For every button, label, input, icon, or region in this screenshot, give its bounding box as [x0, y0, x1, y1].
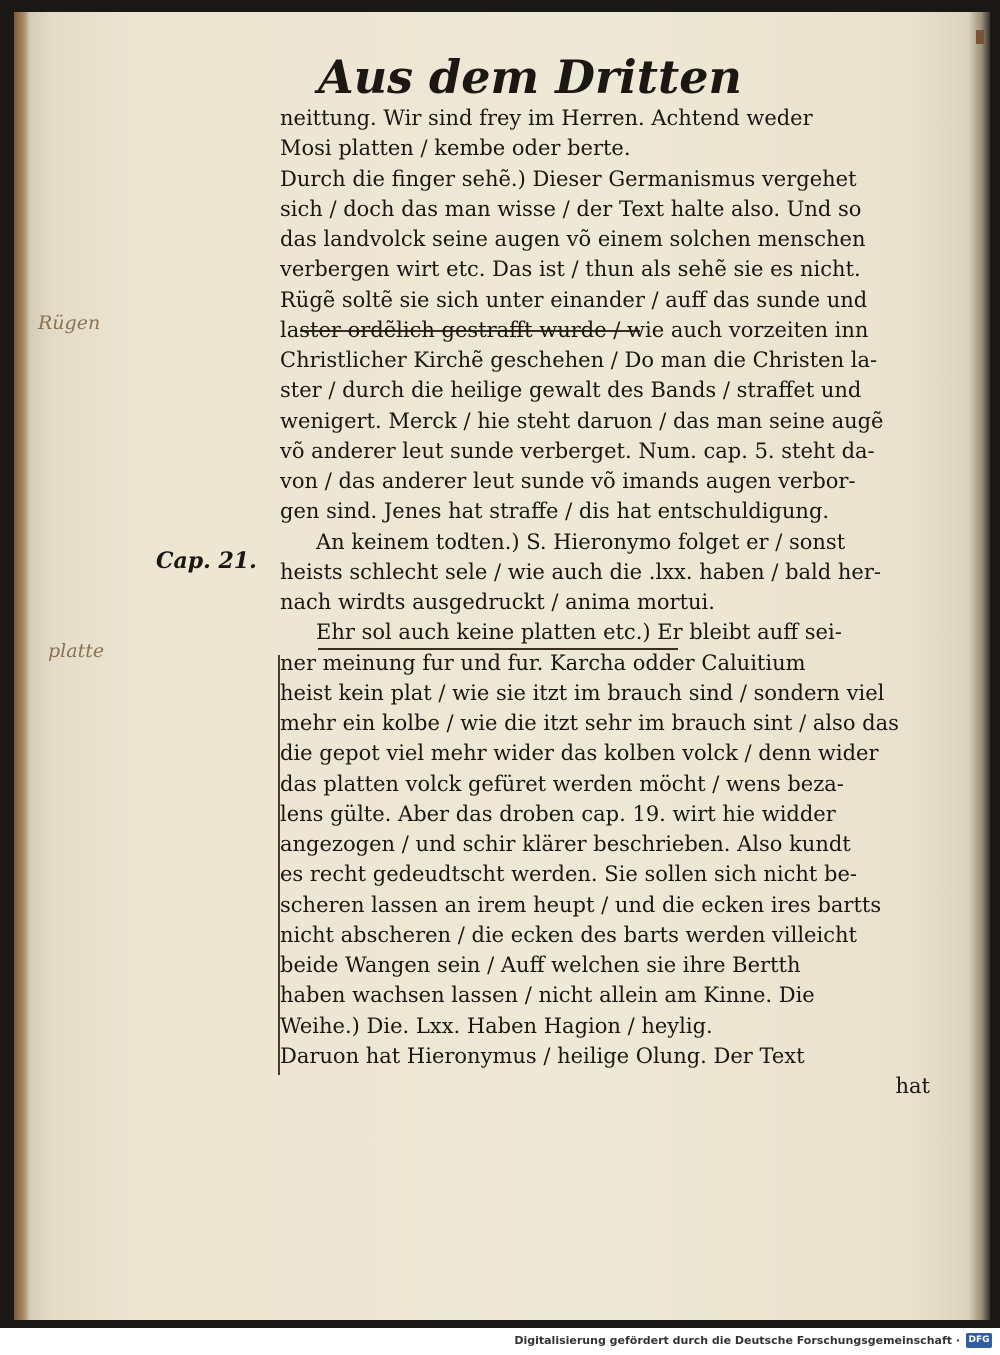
text-line: Weihe.) Die. Lxx. Haben Hagion / heylig. — [280, 1013, 713, 1038]
margin-chapter-ref: Cap. 21. — [156, 548, 257, 574]
text-line: ster / durch die heilige gewalt des Bands / straffet und — [280, 378, 862, 403]
page-edge — [968, 12, 990, 1320]
catchword: hat — [895, 1074, 930, 1098]
text-line: verbergen wirt etc. Das ist / thun als sehẽ sie es nicht. — [280, 257, 861, 282]
text-line: beide Wangen sein / Auff welchen sie ihre Bertth — [280, 953, 801, 977]
text-line: das platten volck gefüret werden möcht / wens beza- — [280, 771, 844, 796]
text-line: heists schlecht sele / wie auch die .lxx. haben / bald her- — [280, 559, 881, 584]
dfg-logo: DFG — [966, 1333, 992, 1348]
text-line: wenigert. Merck / hie steht daruon / das man seine augẽ — [280, 408, 884, 433]
text-line: Christlicher Kirchẽ geschehen / Do man die Christen la- — [280, 348, 878, 372]
text-line: lens gülte. Aber das droben cap. 19. wirt hie widder — [280, 801, 836, 826]
text-line: An keinem todten.) S. Hieronymo folget er / sonst — [316, 529, 846, 554]
text-line: gen sind. Jenes hat straffe / dis hat entschuldigung. — [280, 499, 830, 524]
text-line: die gepot viel mehr wider das kolben volck / denn wider — [280, 741, 879, 766]
text-line: von / das anderer leut sunde võ imands augen verbor- — [280, 469, 856, 493]
text-line: ner meinung fur und fur. Karcha odder Caluitium — [280, 650, 806, 675]
text-line: angezogen / und schir klärer beschrieben. Also kundt — [280, 832, 851, 856]
text-line: neittung. Wir sind frey im Herren. Achtend weder — [280, 106, 813, 130]
margin-note-handwritten: platte — [48, 640, 105, 662]
bookmark-ribbon — [976, 30, 984, 44]
text-line: Mosi platten / kembe oder berte. — [280, 136, 631, 161]
text-line: es recht gedeudtscht werden. Sie sollen sich nicht be- — [280, 862, 858, 887]
text-line: scheren lassen an irem heupt / und die ecken ires bartts — [280, 892, 882, 917]
text-line: nach wirdts ausgedruckt / anima mortui. — [280, 590, 715, 614]
text-line: laster ordẽlich gestrafft wurde / wie auch vorzeiten inn — [280, 317, 869, 342]
text-line: nicht abscheren / die ecken des barts werden villeicht — [280, 922, 857, 947]
footer-bar — [0, 1328, 1000, 1355]
text-line: sich / doch das man wisse / der Text halte also. Und so — [280, 196, 862, 221]
text-line: võ anderer leut sunde verberget. Num. cap. 5. steht da- — [280, 438, 875, 463]
text-line: Rügẽ soltẽ sie sich unter einander / auff das sunde und — [280, 287, 868, 312]
page-gutter — [14, 12, 30, 1320]
funding-note: Digitalisierung gefördert durch die Deutsche Forschungsgemeinschaft · — [514, 1334, 960, 1347]
text-line: das landvolck seine augen võ einem solchen menschen — [280, 227, 866, 251]
text-line: mehr ein kolbe / wie die itzt sehr im brauch sint / also das — [280, 711, 899, 735]
margin-note-handwritten: Rügen — [38, 312, 101, 334]
running-head: Aus dem Dritten — [318, 50, 742, 104]
text-line: Daruon hat Hieronymus / heilige Olung. Der Text — [280, 1043, 805, 1068]
text-line: haben wachsen lassen / nicht allein am Kinne. Die — [280, 983, 815, 1008]
text-line: Ehr sol auch keine platten etc.) Er bleibt auff sei- — [316, 620, 842, 645]
body-text — [280, 103, 930, 1101]
text-line: heist kein plat / wie sie itzt im brauch sind / sondern viel — [280, 680, 885, 705]
text-line: Durch die finger sehẽ.) Dieser Germanismus vergehet — [280, 166, 857, 191]
